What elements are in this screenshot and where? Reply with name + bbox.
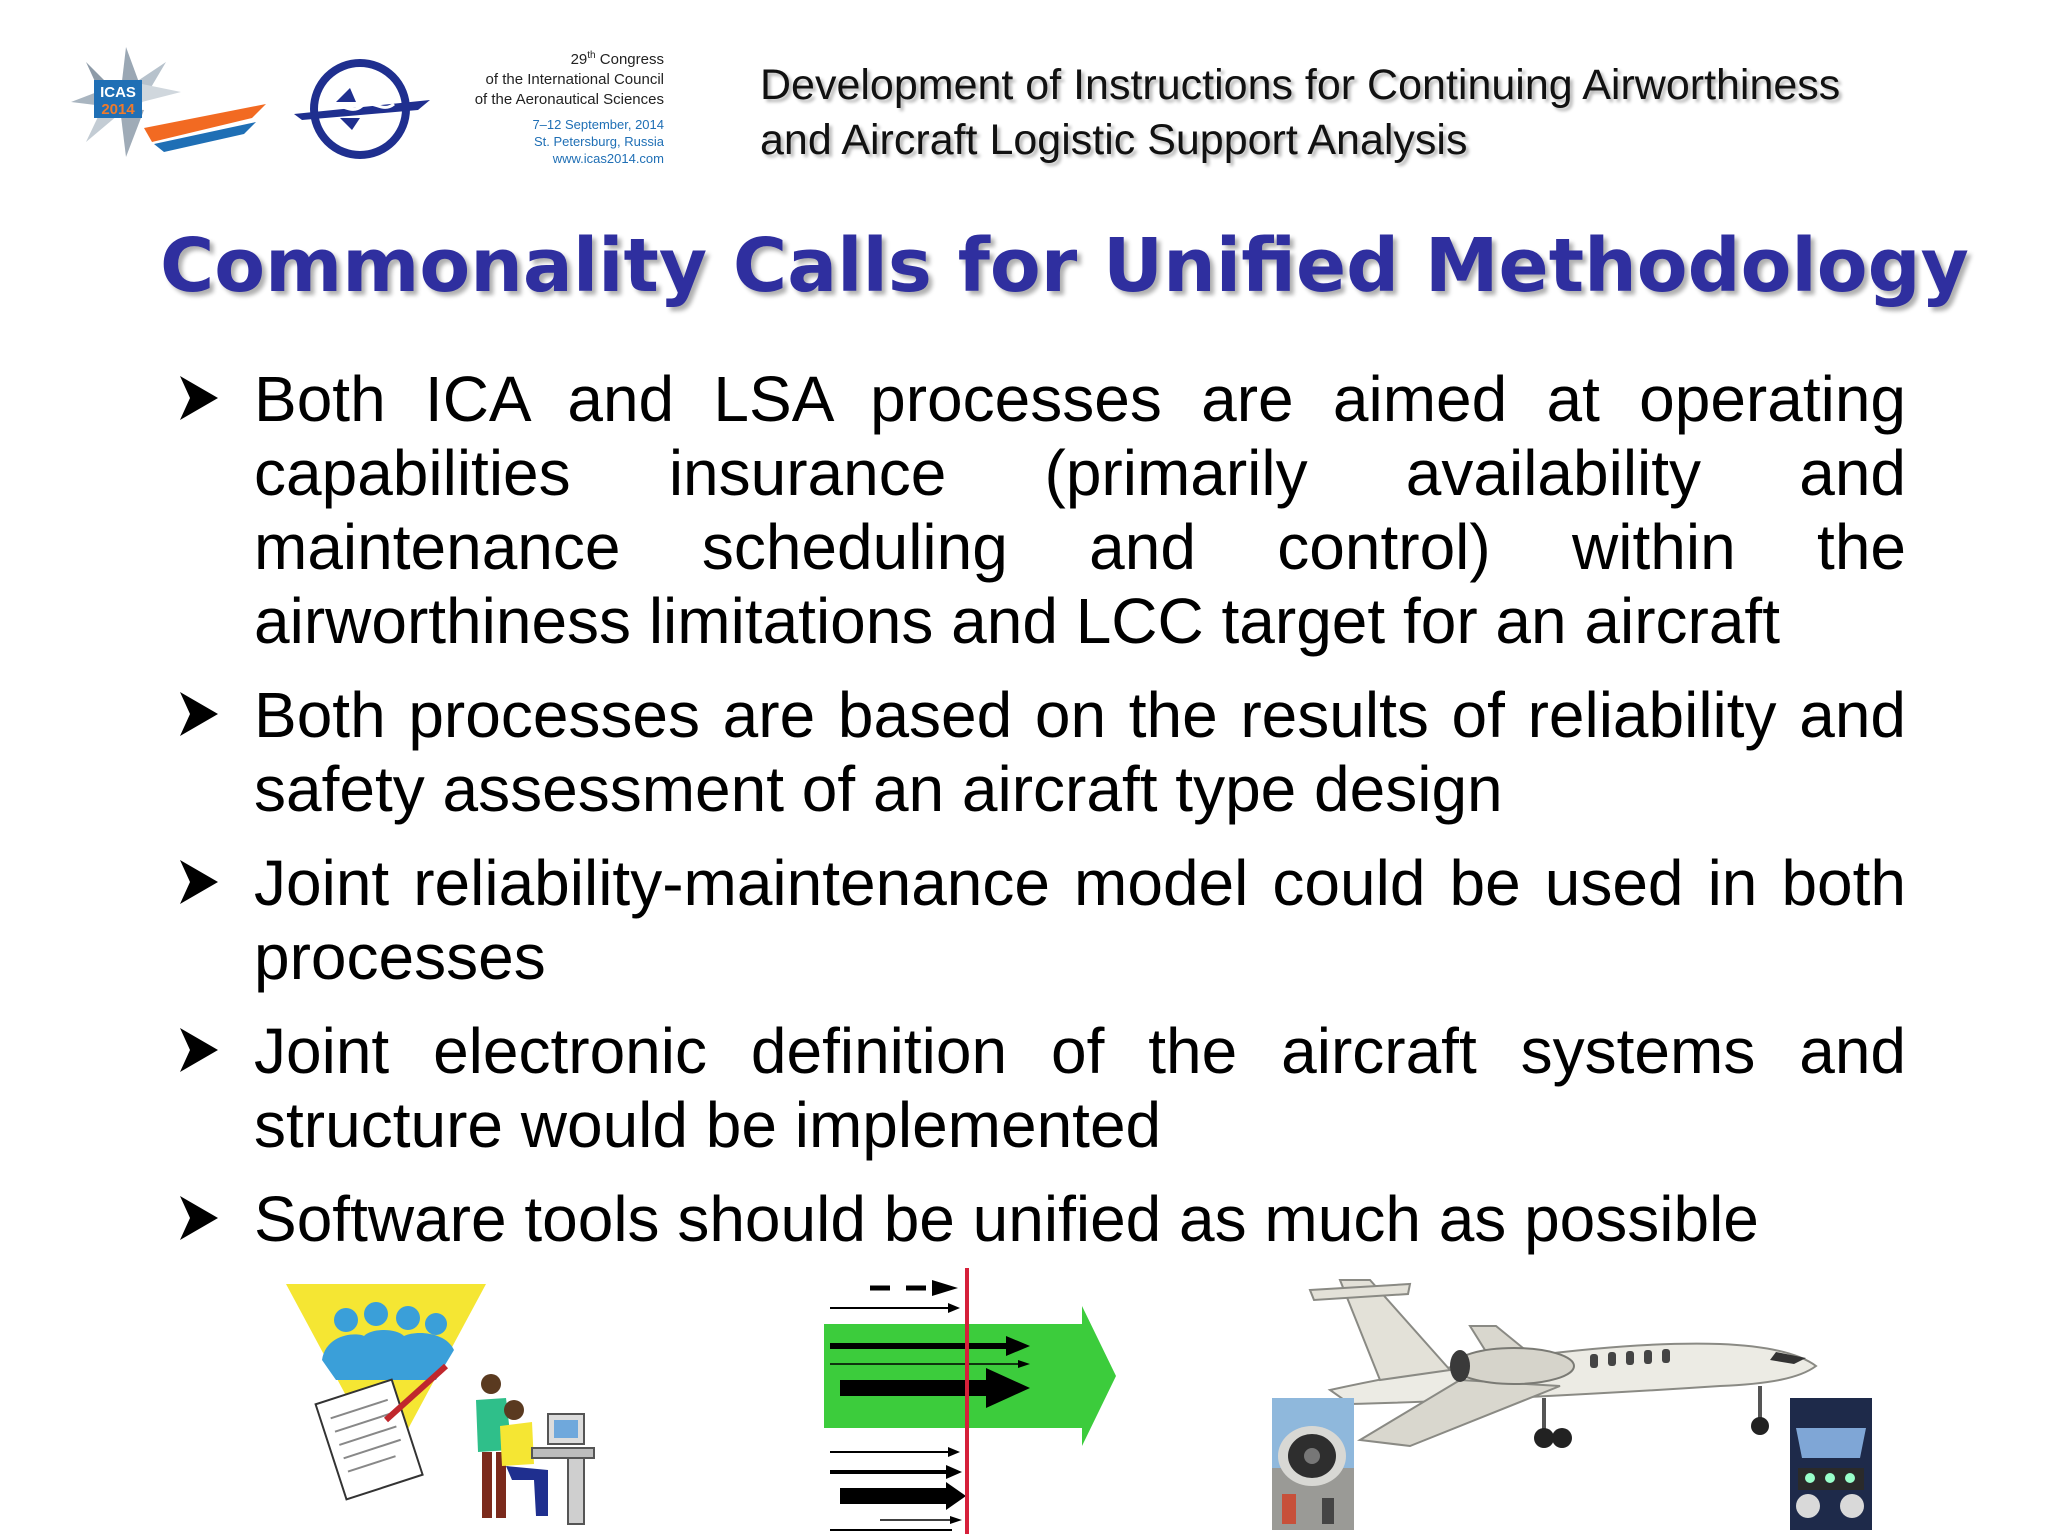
- lnm-logo-icon: [290, 56, 440, 162]
- arrowhead-bullet-icon: [176, 684, 222, 744]
- bullet-list: [176, 362, 1906, 1276]
- bullet-item: [176, 846, 1906, 994]
- engine-photo-icon: [1272, 1398, 1354, 1530]
- congress-location: St. Petersburg, Russia: [533, 134, 664, 149]
- bullet-text: Both ICA and LSA processes are aimed at operating capabilities insurance (primarily availability and maintenance scheduling and control) within the airworthiness limitations and LCC target for an aircraft: [254, 363, 1906, 657]
- bullet-text: Both processes are based on the results of reliability and safety assessment of an aircraft type design: [254, 679, 1906, 825]
- bullet-item: [176, 1014, 1906, 1162]
- arrowhead-bullet-icon: [176, 368, 222, 428]
- header-title: [760, 58, 1940, 168]
- icas-logo-icon: [56, 40, 276, 170]
- arrowhead-bullet-icon: [176, 1188, 222, 1248]
- business-jet-icon: [1300, 1270, 1840, 1470]
- icas-logo-year: 2014: [101, 101, 135, 118]
- congress-line2: of the International Council: [485, 71, 664, 88]
- bullet-text: Software tools should be unified as much as possible: [254, 1183, 1759, 1255]
- congress-info: [448, 46, 664, 167]
- arrowhead-bullet-icon: [176, 1020, 222, 1080]
- congress-dates: 7–12 September, 2014: [532, 117, 664, 132]
- congress-line3: of the Aeronautical Sciences: [474, 91, 664, 108]
- header-title-line2: and Aircraft Logistic Support Analysis: [760, 116, 1468, 164]
- congress-line1: 29th Congress: [570, 50, 664, 68]
- team-meeting-clipart-icon: [286, 1280, 596, 1530]
- cockpit-photo-icon: [1790, 1398, 1872, 1530]
- icas-logo-text: ICAS: [100, 84, 136, 101]
- congress-website: www.icas2014.com: [552, 151, 664, 166]
- arrowhead-bullet-icon: [176, 852, 222, 912]
- bullet-text: Joint reliability-maintenance model could be used in both processes: [254, 847, 1906, 993]
- bullet-item: [176, 362, 1906, 658]
- bullet-text: Joint electronic definition of the aircraft systems and structure would be implemented: [254, 1015, 1906, 1161]
- slide-title: Commonality Calls for Unified Methodology: [160, 223, 1969, 309]
- bullet-item: [176, 678, 1906, 826]
- header-title-line1: Development of Instructions for Continuing Airworthiness: [760, 61, 1841, 109]
- process-arrows-clipart-icon: [820, 1268, 1120, 1534]
- bullet-item: [176, 1182, 1906, 1256]
